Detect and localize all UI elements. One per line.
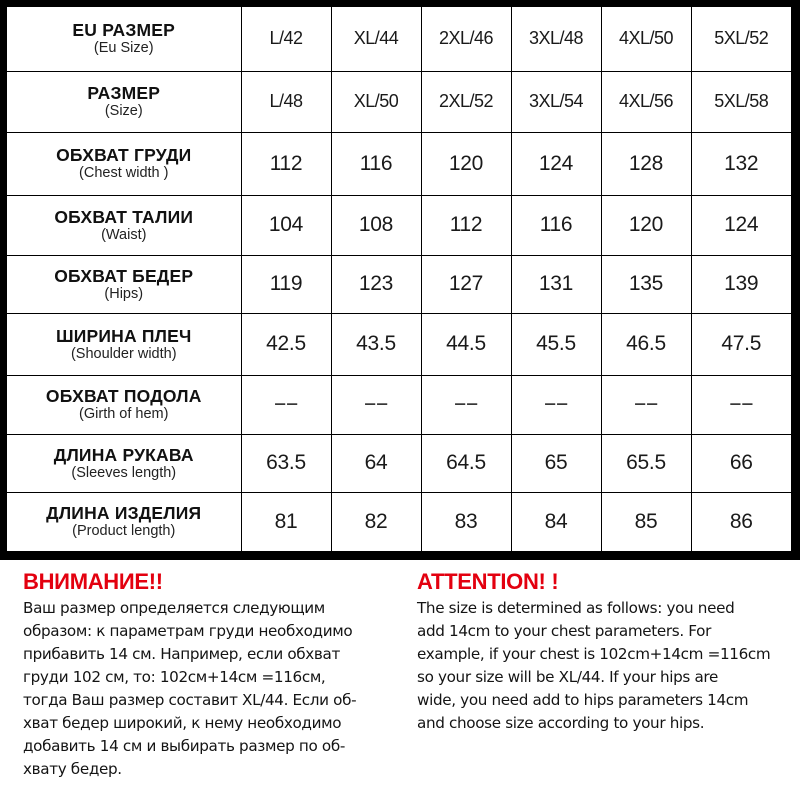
row-label-en: (Size) bbox=[104, 103, 143, 119]
notice-line: прибавить 14 см. Например, если обхват bbox=[23, 645, 340, 663]
row-label-cell bbox=[7, 255, 241, 313]
row-length bbox=[7, 492, 791, 551]
row-hem bbox=[7, 375, 791, 434]
value-cell: 4XL/56 bbox=[601, 71, 691, 132]
row-label-cell bbox=[7, 313, 241, 375]
value-cell: 63.5 bbox=[241, 434, 331, 492]
value-cell: L/48 bbox=[241, 71, 331, 132]
value-cell: 85 bbox=[601, 492, 691, 551]
row-label-en: (Shoulder width) bbox=[70, 345, 177, 362]
value-cell: 43.5 bbox=[331, 313, 421, 375]
value-cell: 112 bbox=[421, 195, 511, 255]
row-eu-size bbox=[7, 7, 791, 71]
value-cell: 3XL/48 bbox=[511, 7, 601, 71]
value-cell: 124 bbox=[511, 132, 601, 195]
value-cell: 116 bbox=[331, 132, 421, 195]
row-label-en: (Girth of hem) bbox=[79, 406, 169, 422]
row-label-en: (Eu Size) bbox=[93, 40, 154, 57]
value-cell: 124 bbox=[691, 195, 791, 255]
value-cell: 81 bbox=[241, 492, 331, 551]
value-cell: 4XL/50 bbox=[601, 7, 691, 71]
value-cell: L/42 bbox=[241, 7, 331, 71]
row-label-en: (Sleeves length) bbox=[71, 464, 177, 481]
value-cell: 83 bbox=[421, 492, 511, 551]
value-cell: 108 bbox=[331, 195, 421, 255]
row-label-ru: ОБХВАТ ГРУДИ bbox=[56, 145, 192, 165]
value-cell: 84 bbox=[511, 492, 601, 551]
value-cell: 127 bbox=[421, 255, 511, 313]
row-label-ru: EU РАЗМЕР bbox=[72, 20, 176, 41]
value-cell: 120 bbox=[421, 132, 511, 195]
value-cell: −− bbox=[601, 375, 691, 434]
value-cell: 44.5 bbox=[421, 313, 511, 375]
row-sleeves bbox=[7, 434, 791, 492]
row-label-ru: ШИРИНА ПЛЕЧ bbox=[55, 325, 192, 346]
row-shoulder bbox=[7, 313, 791, 375]
notice-line: добавить 14 см и выбирать размер по об- bbox=[23, 737, 345, 755]
notice-line: and choose size according to your hips. bbox=[417, 714, 705, 732]
row-label-cell bbox=[7, 492, 241, 551]
value-cell: XL/50 bbox=[331, 71, 421, 132]
value-cell: −− bbox=[691, 375, 791, 434]
value-cell: 66 bbox=[691, 434, 791, 492]
row-label-ru: РАЗМЕР bbox=[87, 83, 161, 103]
row-label-cell bbox=[7, 195, 241, 255]
value-cell: 42.5 bbox=[241, 313, 331, 375]
value-cell: 5XL/58 bbox=[691, 71, 791, 132]
notice-line: тогда Ваш размер составит XL/44. Если об- bbox=[23, 691, 357, 709]
value-cell: 104 bbox=[241, 195, 331, 255]
value-cell: 135 bbox=[601, 255, 691, 313]
row-label-en: (Product length) bbox=[72, 523, 176, 540]
value-cell: 120 bbox=[601, 195, 691, 255]
row-label-ru: ДЛИНА ИЗДЕЛИЯ bbox=[46, 503, 202, 524]
value-cell: 65.5 bbox=[601, 434, 691, 492]
row-hips bbox=[7, 255, 791, 313]
notice-line: wide, you need add to hips parameters 14cm bbox=[417, 691, 749, 709]
value-cell: 139 bbox=[691, 255, 791, 313]
value-cell: 5XL/52 bbox=[691, 7, 791, 71]
row-label-cell bbox=[7, 132, 241, 195]
row-chest bbox=[7, 132, 791, 195]
value-cell: XL/44 bbox=[331, 7, 421, 71]
notice-body-en bbox=[417, 597, 800, 735]
notice-title-en: ATTENTION! ! bbox=[417, 569, 559, 594]
value-cell: 2XL/52 bbox=[421, 71, 511, 132]
value-cell: 131 bbox=[511, 255, 601, 313]
row-label-cell bbox=[7, 375, 241, 434]
row-label-cell bbox=[7, 7, 241, 71]
value-cell: 86 bbox=[691, 492, 791, 551]
value-cell: −− bbox=[331, 375, 421, 434]
notice-line: add 14cm to your chest parameters. For bbox=[417, 622, 711, 640]
row-label-en: (Waist) bbox=[101, 226, 147, 243]
value-cell: −− bbox=[421, 375, 511, 434]
notice-line: хвату бедер. bbox=[23, 760, 122, 778]
value-cell: 128 bbox=[601, 132, 691, 195]
notice-line: The size is determined as follows: you need bbox=[417, 599, 735, 617]
value-cell: 65 bbox=[511, 434, 601, 492]
notice-body-ru bbox=[23, 597, 408, 781]
row-label-ru: ОБХВАТ БЕДЕР bbox=[54, 265, 194, 286]
value-cell: 132 bbox=[691, 132, 791, 195]
value-cell: −− bbox=[241, 375, 331, 434]
value-cell: 123 bbox=[331, 255, 421, 313]
value-cell: 116 bbox=[511, 195, 601, 255]
value-cell: 64 bbox=[331, 434, 421, 492]
notice-line: example, if your chest is 102cm+14cm =116cm bbox=[417, 645, 771, 663]
value-cell: 119 bbox=[241, 255, 331, 313]
row-waist bbox=[7, 195, 791, 255]
value-cell: 47.5 bbox=[691, 313, 791, 375]
notice-line: груди 102 см, то: 102см+14см =116см, bbox=[23, 668, 326, 686]
row-label-ru: ОБХВАТ ПОДОЛА bbox=[45, 386, 202, 406]
notice-title-ru: ВНИМАНИЕ!! bbox=[23, 569, 163, 594]
value-cell: 45.5 bbox=[511, 313, 601, 375]
value-cell: 46.5 bbox=[601, 313, 691, 375]
value-cell: −− bbox=[511, 375, 601, 434]
row-label-ru: ОБХВАТ ТАЛИИ bbox=[54, 206, 194, 227]
value-cell: 82 bbox=[331, 492, 421, 551]
notice-line: Ваш размер определяется следующим bbox=[23, 599, 325, 617]
notice-line: so your size will be XL/44. If your hips are bbox=[417, 668, 718, 686]
row-label-cell bbox=[7, 434, 241, 492]
value-cell: 64.5 bbox=[421, 434, 511, 492]
value-cell: 3XL/54 bbox=[511, 71, 601, 132]
row-size bbox=[7, 71, 791, 132]
value-cell: 2XL/46 bbox=[421, 7, 511, 71]
row-label-cell bbox=[7, 71, 241, 132]
row-label-en: (Hips) bbox=[104, 285, 144, 302]
row-label-en: (Chest width ) bbox=[79, 165, 169, 181]
row-label-ru: ДЛИНА РУКАВА bbox=[53, 444, 194, 465]
size-chart-table bbox=[7, 7, 791, 551]
notice-line: образом: к параметрам груди необходимо bbox=[23, 622, 353, 640]
notice-line: хват бедер широкий, к нему необходимо bbox=[23, 714, 342, 732]
notice-russian bbox=[23, 568, 408, 781]
value-cell: 112 bbox=[241, 132, 331, 195]
notice-english bbox=[417, 568, 800, 735]
